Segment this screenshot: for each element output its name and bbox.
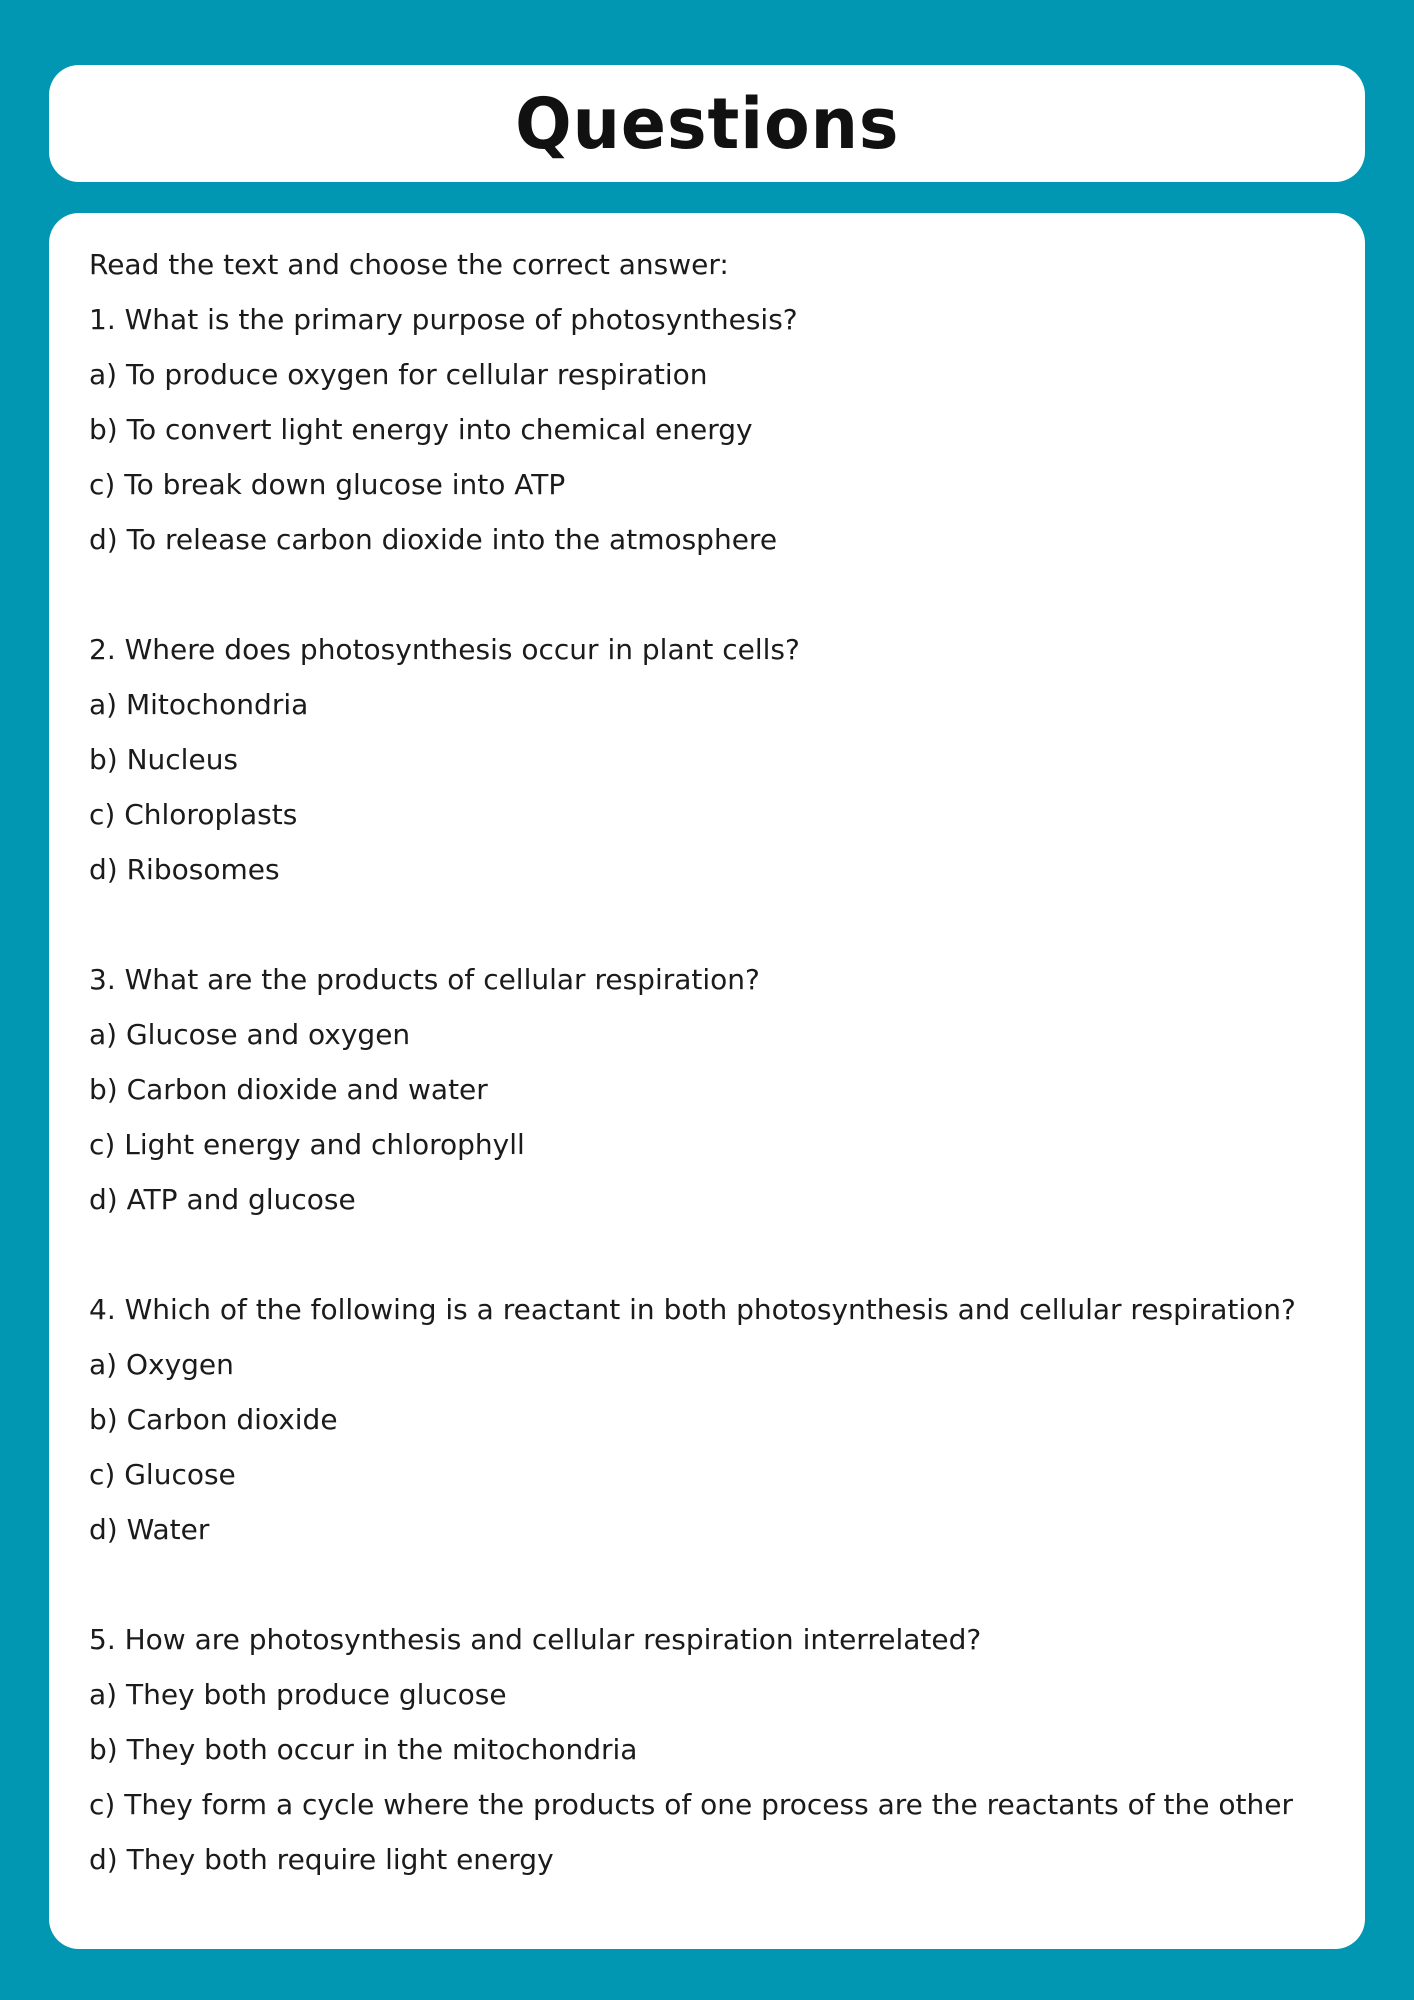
questions-card (49, 213, 1365, 1949)
options-list (89, 1007, 1325, 1227)
question-5 (89, 1612, 1325, 1887)
question-2 (89, 622, 1325, 897)
page-title: Questions (514, 82, 900, 165)
options-list (89, 677, 1325, 897)
option-b[interactable]: b) Carbon dioxide (89, 1403, 338, 1436)
option-d[interactable]: d) ATP and glucose (89, 1183, 356, 1216)
option-b[interactable]: b) They both occur in the mitochondria (89, 1733, 638, 1766)
option-a[interactable]: a) To produce oxygen for cellular respiration (89, 358, 708, 391)
option-b[interactable]: b) Nucleus (89, 743, 239, 776)
option-d[interactable]: d) To release carbon dioxide into the atmosphere (89, 523, 778, 556)
title-card (49, 65, 1365, 182)
question-4 (89, 1282, 1325, 1557)
option-c[interactable]: c) Chloroplasts (89, 798, 298, 831)
question-text: 2. Where does photosynthesis occur in plant cells? (89, 633, 800, 666)
option-d[interactable]: d) Water (89, 1513, 210, 1546)
question-3 (89, 952, 1325, 1227)
option-a[interactable]: a) Mitochondria (89, 688, 309, 721)
question-text: 3. What are the products of cellular respiration? (89, 963, 760, 996)
option-c[interactable]: c) They form a cycle where the products of one process are the reactants of the other (89, 1788, 1293, 1821)
options-list (89, 1667, 1325, 1887)
options-list (89, 347, 1325, 567)
option-d[interactable]: d) Ribosomes (89, 853, 280, 886)
options-list (89, 1337, 1325, 1557)
option-b[interactable]: b) Carbon dioxide and water (89, 1073, 488, 1106)
option-c[interactable]: c) To break down glucose into ATP (89, 468, 566, 501)
option-a[interactable]: a) Glucose and oxygen (89, 1018, 411, 1051)
question-text: 4. Which of the following is a reactant in both photosynthesis and cellular respiration? (89, 1293, 1296, 1326)
option-a[interactable]: a) Oxygen (89, 1348, 234, 1381)
question-text: 5. How are photosynthesis and cellular respiration interrelated? (89, 1623, 982, 1656)
question-1 (89, 292, 1325, 567)
question-text: 1. What is the primary purpose of photosynthesis? (89, 303, 798, 336)
option-c[interactable]: c) Glucose (89, 1458, 236, 1491)
option-a[interactable]: a) They both produce glucose (89, 1678, 507, 1711)
option-c[interactable]: c) Light energy and chlorophyll (89, 1128, 525, 1161)
option-b[interactable]: b) To convert light energy into chemical energy (89, 413, 753, 446)
instruction-text: Read the text and choose the correct answer: (89, 248, 729, 281)
option-d[interactable]: d) They both require light energy (89, 1843, 554, 1876)
